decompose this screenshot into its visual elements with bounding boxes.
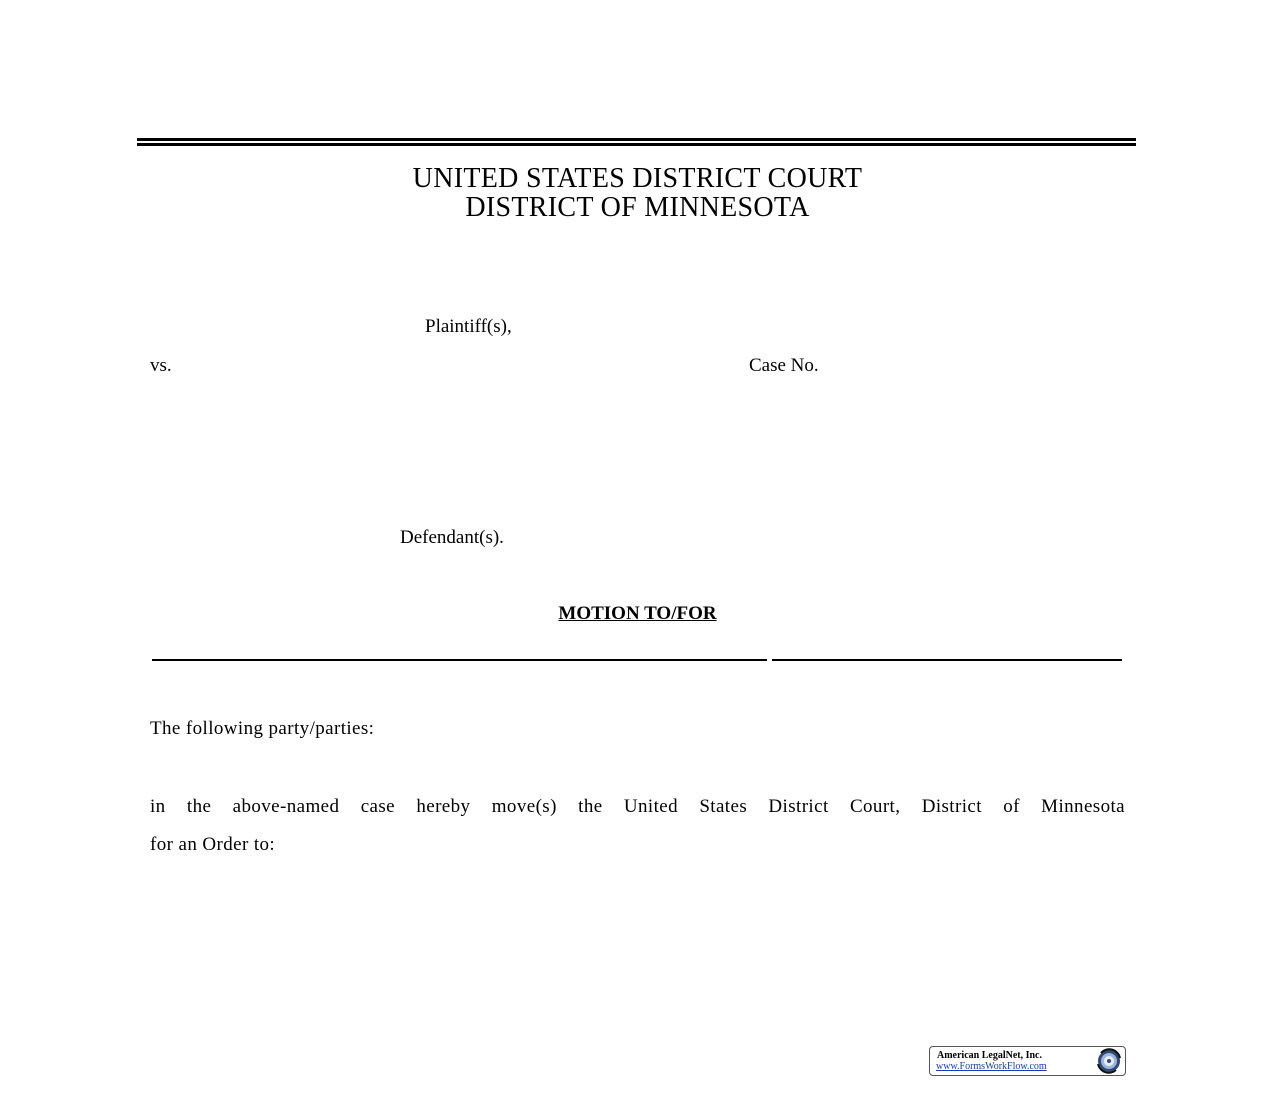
vs-label: vs.	[150, 355, 172, 376]
logo-company-name: American LegalNet, Inc.	[937, 1050, 1042, 1061]
court-district: DISTRICT OF MINNESOTA	[465, 192, 810, 223]
motion-blank-line-right	[772, 659, 1122, 661]
plaintiff-label: Plaintiff(s),	[425, 316, 512, 337]
move-line: in the above-named case hereby move(s) the United States District Court, District of Minnesota	[150, 796, 1125, 817]
court-name: UNITED STATES DISTRICT COURT	[412, 163, 863, 194]
header-rule-bottom	[137, 143, 1136, 146]
logo-url-link[interactable]: www.FormsWorkFlow.com	[936, 1061, 1047, 1072]
order-line: for an Order to:	[150, 834, 276, 855]
header-rule-top	[137, 138, 1136, 141]
case-number-label: Case No.	[749, 355, 819, 376]
american-legalnet-logo[interactable]	[929, 1046, 1126, 1076]
motion-blank-line-left	[152, 659, 767, 661]
motion-title: MOTION TO/FOR	[558, 603, 717, 624]
defendant-label: Defendant(s).	[400, 527, 504, 548]
globe-logo-icon	[1089, 1048, 1123, 1074]
parties-line: The following party/parties:	[150, 718, 375, 739]
